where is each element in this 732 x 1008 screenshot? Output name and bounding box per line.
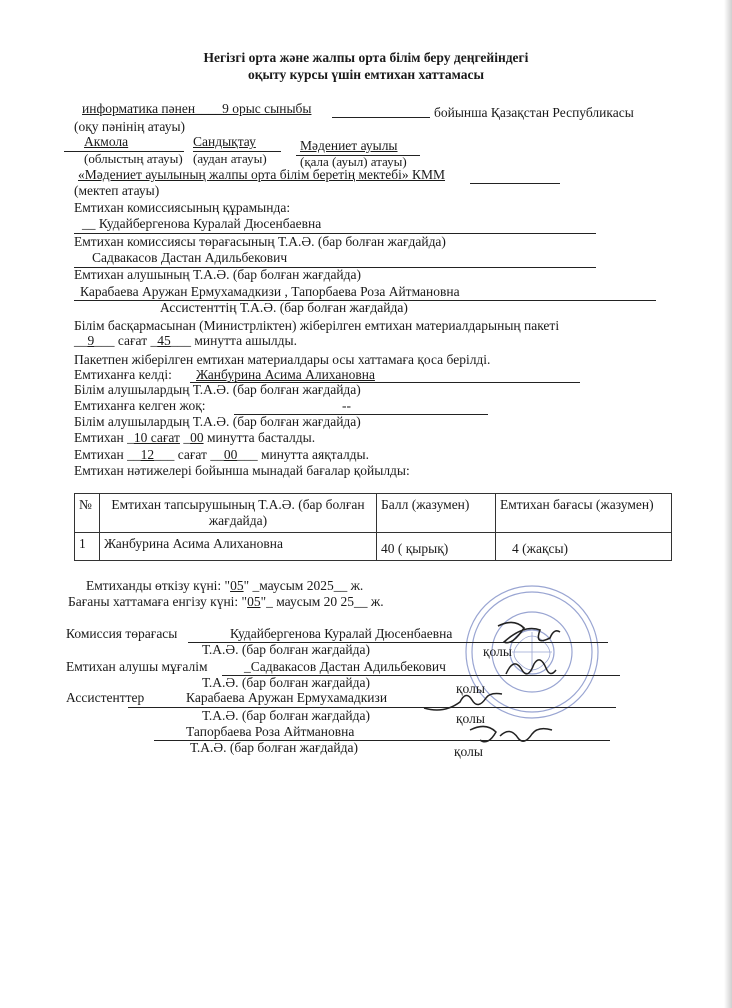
region-value: Акмола <box>84 134 129 149</box>
header-score: Балл (жазумен) <box>377 494 496 533</box>
district-value: Сандықтау <box>193 134 256 149</box>
commission-label: Емтихан комиссиясының құрамында: <box>74 200 291 215</box>
commission-examiner-caption: Емтихан алушының Т.А.Ә. (бар болған жағдайда) <box>74 267 362 282</box>
came-name: Жанбурина Асима Алихановна <box>196 367 375 382</box>
commission-assistants-names: Карабаева Аружан Ермухамадкизи , Тапорбаева Роза Айтмановна <box>80 284 460 299</box>
school-name: «Мәдениет ауылының жалпы орта білім беретің мектебі» КММ <box>78 167 446 182</box>
chair-fio-caption: Т.А.Ә. (бар болған жағдайда) <box>202 642 370 657</box>
row-number: 1 <box>75 533 100 561</box>
came-caption: Білім алушылардың Т.А.Ә. (бар болған жағдайда) <box>74 382 361 397</box>
package-line1: Білім басқармасынан (Министрліктен) жіберілген емтихан материалдарының пакеті <box>74 318 560 333</box>
assistant2-sign-caption: қолы <box>454 744 483 759</box>
subject-underline <box>332 117 430 118</box>
assistants-sign-label: Ассистенттер <box>66 690 145 705</box>
package-attached: Пакетпен жіберілген емтихан материалдары осы хаттамаға қоса берілді. <box>74 352 491 367</box>
commission-chair-caption: Емтихан комиссиясы төрағасының Т.А.Ә. (бар болған жағдайда) <box>74 234 446 249</box>
exam-end: Емтихан __12___ сағат __00___ минутта аяқталды. <box>74 447 369 462</box>
examiner-sign-caption: қолы <box>456 681 485 696</box>
examiner-fio-caption: Т.А.Ә. (бар болған жағдайда) <box>202 675 370 690</box>
assistant1-signature-icon <box>420 684 506 718</box>
school-underline <box>470 183 560 184</box>
absent-label: Емтиханға келген жоқ: <box>74 398 206 413</box>
chair-sign-label: Комиссия төрағасы <box>66 626 178 641</box>
header-grade: Емтихан бағасы (жазумен) <box>496 494 672 533</box>
table-header-row <box>75 494 672 533</box>
examiner-sign-name: _Садвакасов Дастан Адильбекович <box>244 659 446 674</box>
row-grade: 4 (жақсы) <box>496 533 672 561</box>
exam-start: Емтихан _10 сағат _00 минутта басталды. <box>74 430 316 445</box>
subject-caption: (оқу пәнінің атауы) <box>74 119 186 134</box>
assistant1-sign-name: Карабаева Аружан Ермухамадкизи <box>186 690 388 705</box>
assistant2-sign-name: Тапорбаева Роза Айтмановна <box>186 724 355 739</box>
chair-signature-icon <box>494 616 564 652</box>
assistant1-fio-caption: Т.А.Ә. (бар болған жағдайда) <box>202 708 370 723</box>
assistant2-signature-icon <box>466 716 556 752</box>
examiner-sign-label: Емтихан алушы мұғалім <box>66 659 208 674</box>
row-student-name: Жанбурина Асима Алихановна <box>100 533 377 561</box>
school-caption: (мектеп атауы) <box>74 183 160 198</box>
document-title-line2: оқыту курсы үшін емтихан хаттамасы <box>247 67 485 82</box>
chair-sign-caption: қолы <box>483 644 512 659</box>
village-value: Мәдениет ауылы <box>300 138 398 153</box>
commission-examiner-name: Садвакасов Дастан Адильбекович <box>92 250 288 265</box>
subject-value: информатика пәнен____9 орыс сыныбы <box>82 101 312 116</box>
exam-date: Емтиханды өткізу күні: "05" _маусым 2025__ ж. <box>86 578 364 593</box>
region-caption: (облыстың атауы) <box>84 151 183 166</box>
entry-date: Бағаны хаттамаға енгізу күні: "05"_ маусым 20 25__ ж. <box>68 594 384 609</box>
scan-edge <box>724 0 732 1008</box>
row-score: 40 ( қырық) <box>377 533 496 561</box>
header-number: № <box>75 494 100 533</box>
commission-chair-name: __ Кудайбергенова Куралай Дюсенбаевна <box>82 216 322 231</box>
table-row <box>75 533 672 561</box>
absent-caption: Білім алушылардың Т.А.Ә. (бар болған жағдайда) <box>74 414 361 429</box>
village-caption: (қала (ауыл) атауы) <box>300 154 407 169</box>
package-opened: __9___ сағат _45___ минутта ашылды. <box>74 333 297 348</box>
subject-suffix: бойынша Қазақстан Республикасы <box>434 105 634 120</box>
results-intro: Емтихан нәтижелері бойынша мынадай бағалар қойылды: <box>74 463 410 478</box>
district-caption: (аудан атауы) <box>193 151 267 166</box>
came-label: Емтиханға келді: <box>74 367 172 382</box>
results-table <box>74 493 672 561</box>
assistant2-fio-caption: Т.А.Ә. (бар болған жағдайда) <box>190 740 358 755</box>
commission-assistants-caption: Ассистенттің Т.А.Ә. (бар болған жағдайда) <box>160 300 408 315</box>
chair-sign-name: Кудайбергенова Куралай Дюсенбаевна <box>230 626 453 641</box>
document-title-line1: Негізгі орта және жалпы орта білім беру деңгейіндегі <box>203 50 529 65</box>
absent-value: -- <box>342 398 351 413</box>
assistant1-sign-caption: қолы <box>456 711 485 726</box>
header-student-name: Емтихан тапсырушының Т.А.Ә. (бар болған жағдайда) <box>100 494 377 533</box>
examiner-signature-icon <box>500 650 560 684</box>
